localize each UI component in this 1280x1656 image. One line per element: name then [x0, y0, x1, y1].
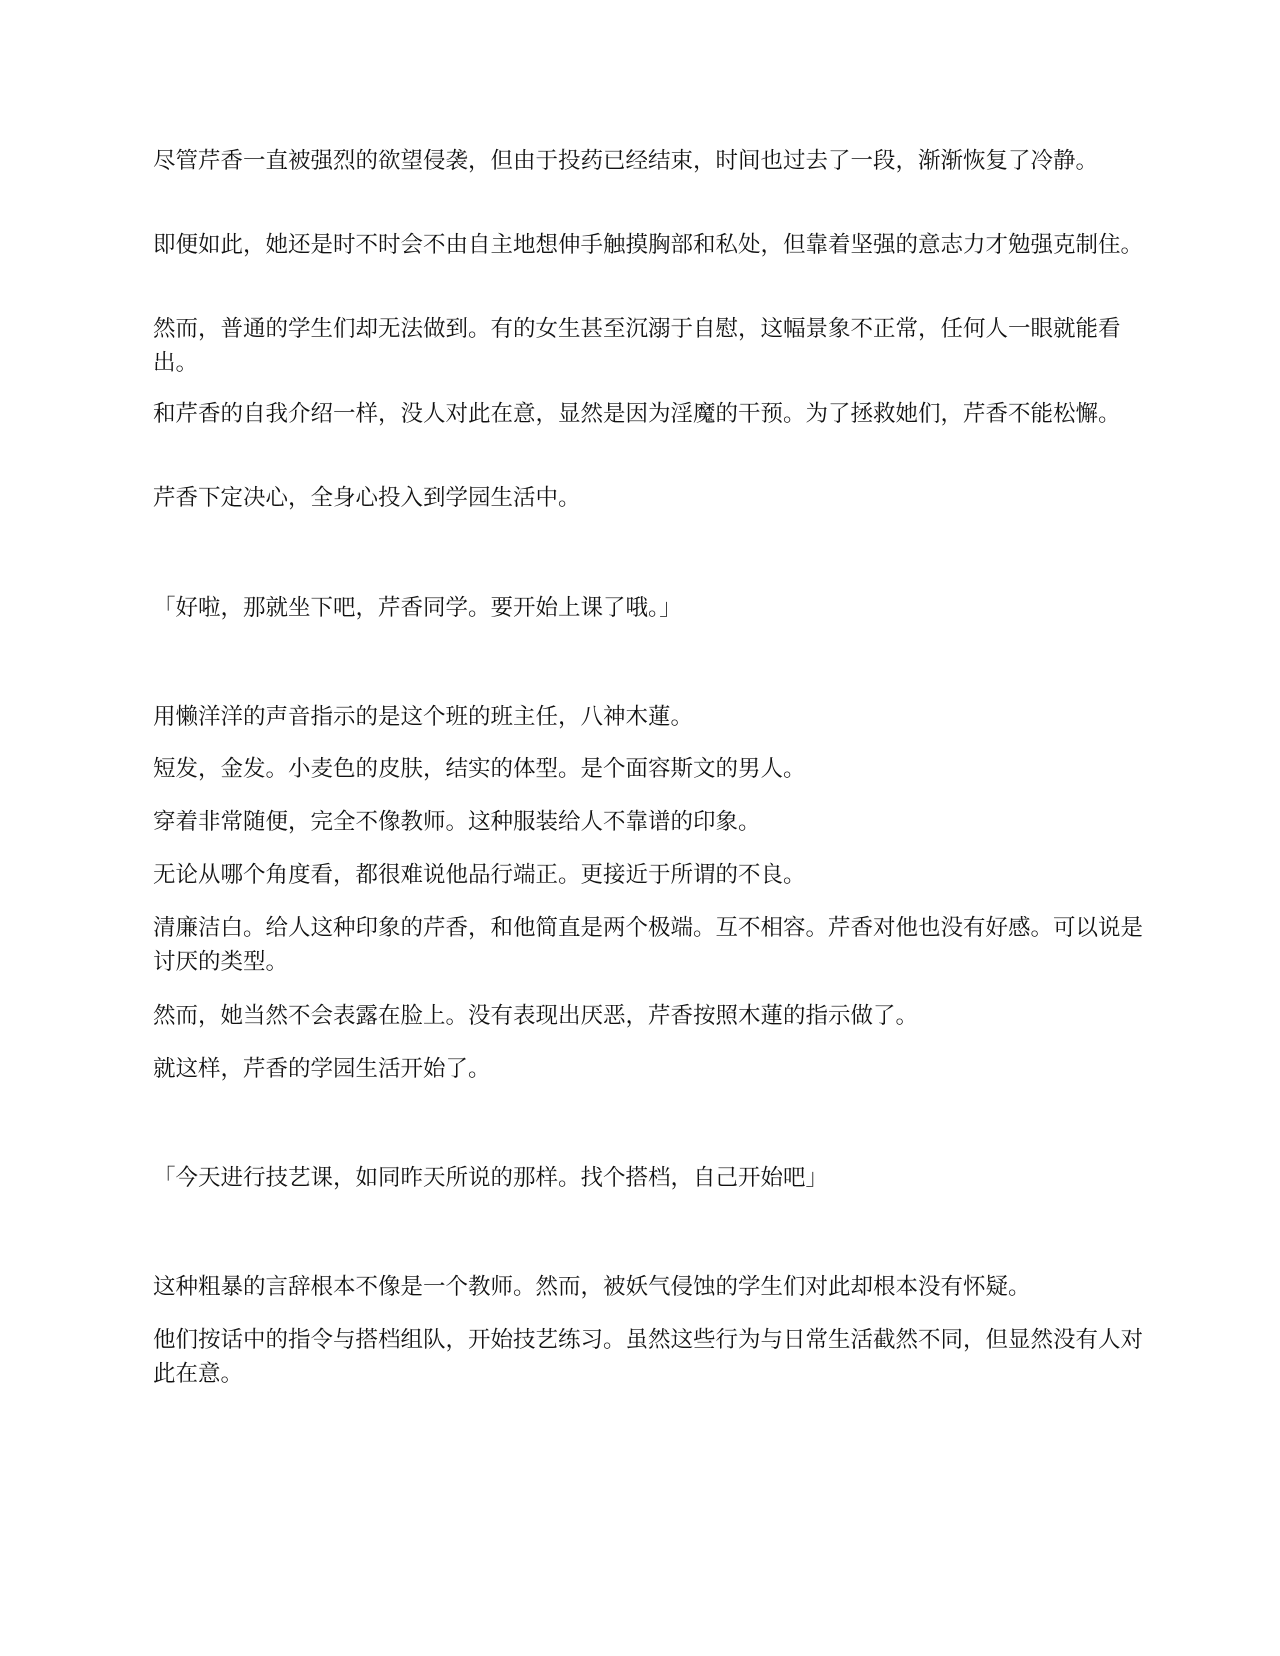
dialogue-line: 「今天进行技艺课，如同昨天所说的那样。找个搭档，自己开始吧」 [153, 1165, 829, 1191]
paragraph: 这种粗暴的言辞根本不像是一个教师。然而，被妖气侵蚀的学生们对此却根本没有怀疑。 [153, 1274, 1031, 1300]
paragraph: 然而，普通的学生们却无法做到。有的女生甚至沉溺于自慰，这幅景象不正常，任何人一眼就能看出。 [153, 316, 1121, 376]
paragraph: 他们按话中的指令与搭档组队，开始技艺练习。虽然这些行为与日常生活截然不同，但显然没有人对此在意。 [153, 1327, 1144, 1387]
paragraph: 清廉洁白。给人这种印象的芹香，和他简直是两个极端。互不相容。芹香对他也没有好感。可以说是讨厌的类型。 [153, 915, 1144, 975]
paragraph: 无论从哪个角度看，都很难说他品行端正。更接近于所谓的不良。 [153, 862, 806, 888]
paragraph: 和芹香的自我介绍一样，没人对此在意，显然是因为淫魔的干预。为了拯救她们，芹香不能松懈。 [153, 401, 1121, 427]
paragraph: 尽管芹香一直被强烈的欲望侵袭，但由于投药已经结束，时间也过去了一段，渐渐恢复了冷静。 [153, 148, 1099, 174]
dialogue-line: 「好啦，那就坐下吧，芹香同学。要开始上课了哦。」 [153, 595, 682, 621]
paragraph: 用懒洋洋的声音指示的是这个班的班主任，八神木蓮。 [153, 704, 694, 730]
paragraph: 芹香下定决心，全身心投入到学园生活中。 [153, 485, 581, 511]
paragraph: 然而，她当然不会表露在脸上。没有表现出厌恶，芹香按照木蓮的指示做了。 [153, 1003, 919, 1029]
paragraph: 穿着非常随便，完全不像教师。这种服装给人不靠谱的印象。 [153, 809, 761, 835]
paragraph: 短发，金发。小麦色的皮肤，结实的体型。是个面容斯文的男人。 [153, 756, 806, 782]
paragraph: 就这样，芹香的学园生活开始了。 [153, 1056, 491, 1082]
paragraph: 即便如此，她还是时不时会不由自主地想伸手触摸胸部和私处，但靠着坚强的意志力才勉强克制住。 [153, 232, 1144, 258]
